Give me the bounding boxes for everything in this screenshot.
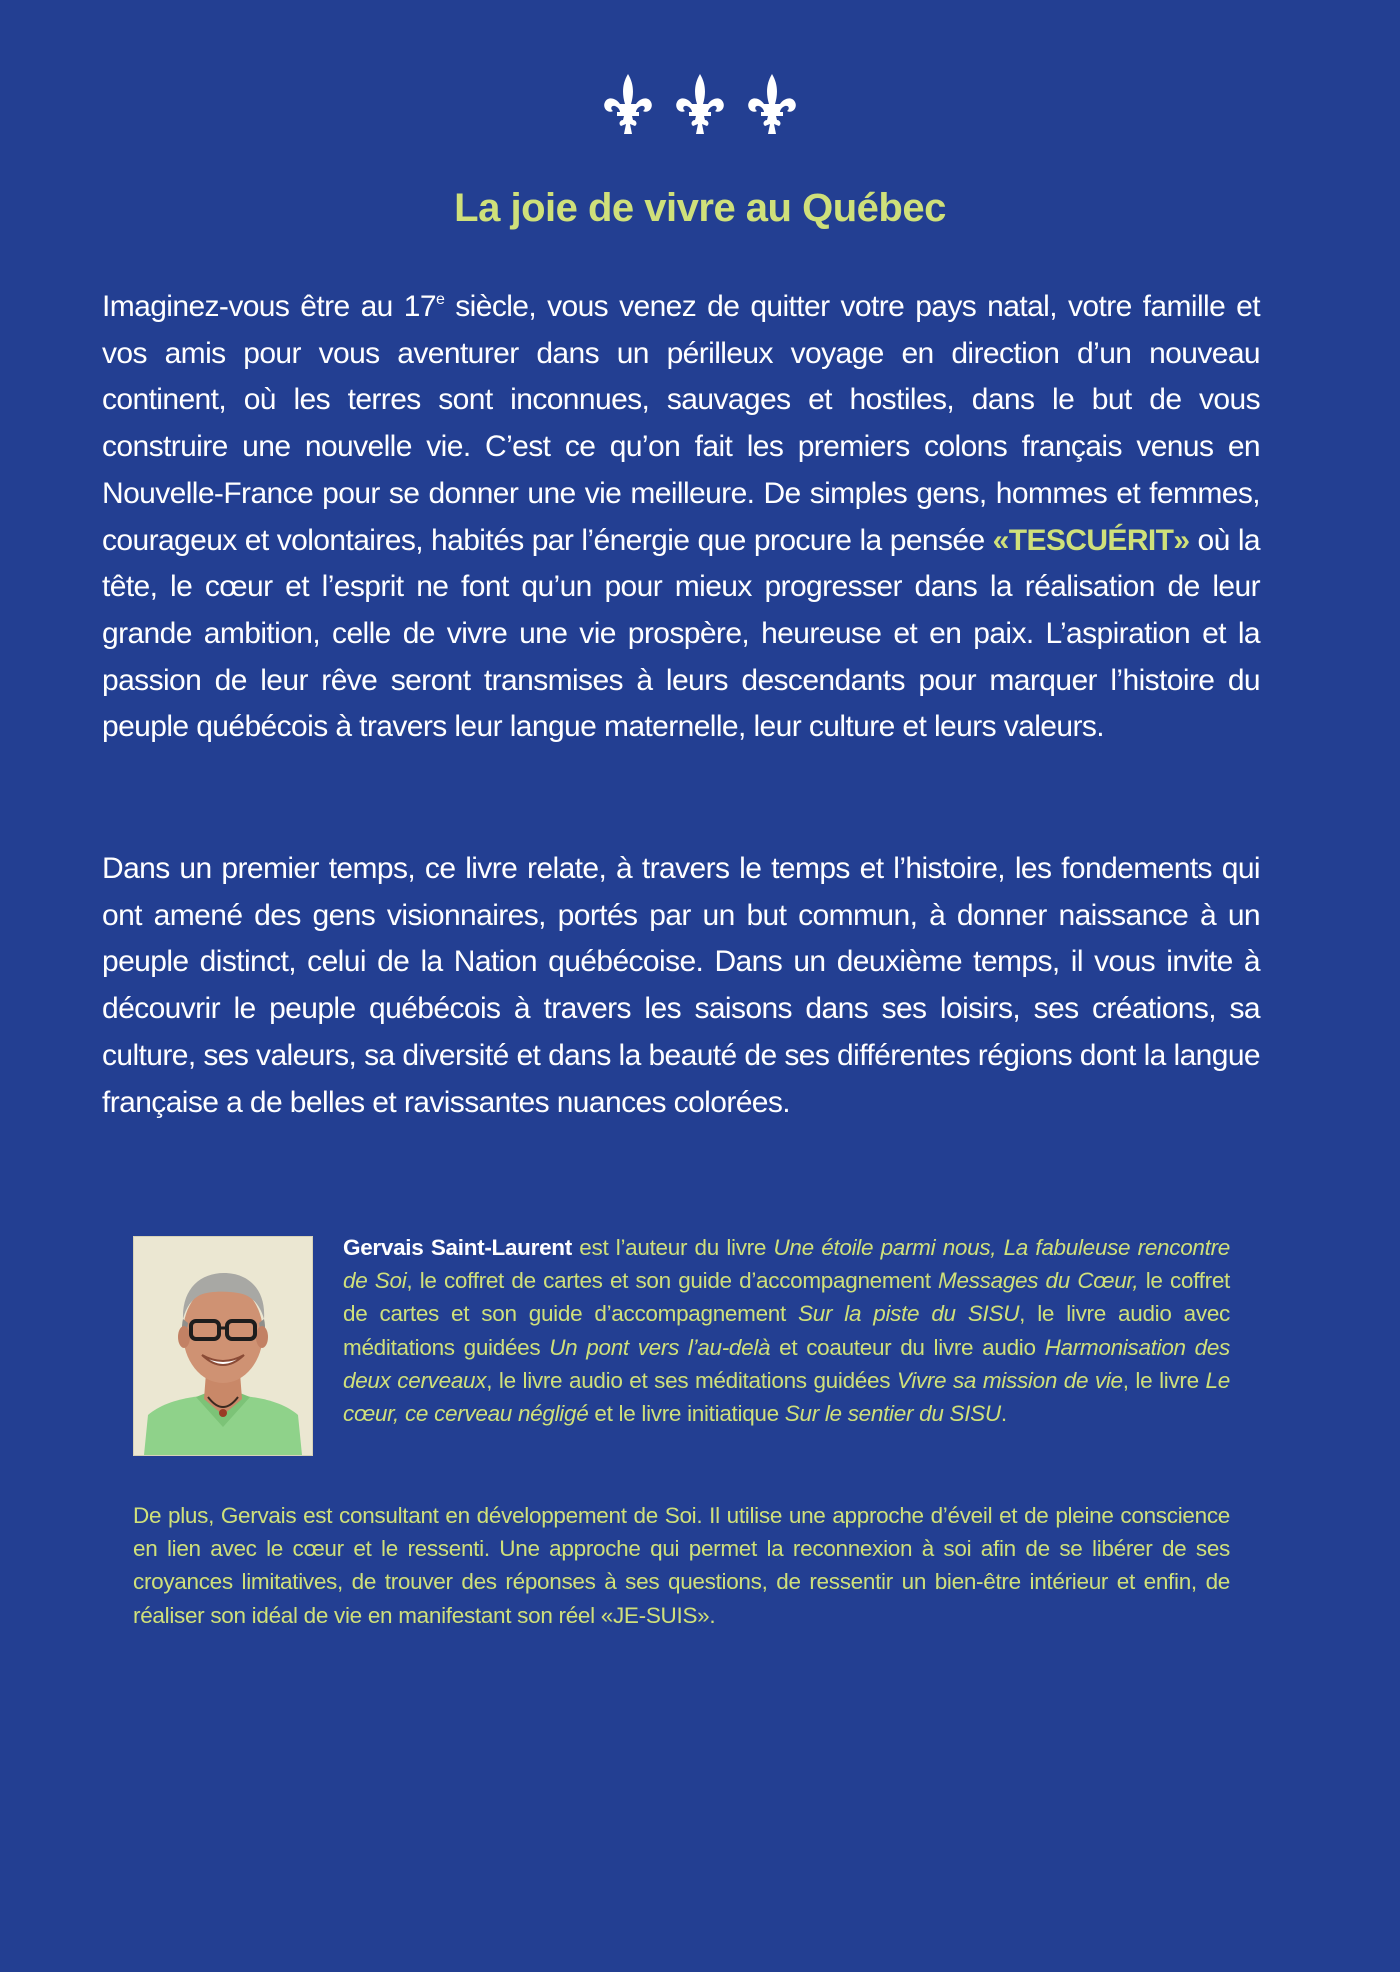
fleur-de-lis-row <box>0 72 1400 142</box>
intro-text-part2: siècle, vous venez de quitter votre pays natal, votre famille et vos amis pour vous aventurer dans un périlleux voyage en direction d’un nouveau continent, où les terres sont inconnues, sauvages et hostiles, dans le but de vous construire une nouvelle vie. C’est ce qu’on fait les premiers colons français venus en Nouvelle-France pour se donner une vie meilleure. De simples gens, hommes et femmes, courageux et volontaires, habités par l’énergie que procure la pensée <box>102 290 1260 557</box>
intro-text-part1: Imaginez-vous être au 17 <box>102 290 436 323</box>
fleur-de-lis-icon <box>744 72 800 136</box>
book-title: Harmonisation des deux cerveaux <box>343 1334 1230 1393</box>
book-title: Le cœur, ce cerveau négligé <box>343 1367 1230 1427</box>
intro-text-part3: où la tête, le cœur et l’esprit ne font qu’un pour mieux progresser dans la réalisation de leur grande ambition, celle de vivre une vie prospère, heureuse et en paix. L’aspiration et la passion de leur rêve seront transmises à leurs descendants pour marquer l’histoire du peuple québécois à travers leur langue maternelle, leur culture et leurs valeurs. <box>102 523 1260 744</box>
summary-paragraph: Dans un premier temps, ce livre relate, à travers le temps et l’histoire, les fondements qui ont amené des gens visionnaires, portés par un but commun, à donner naissance à un peuple distinct, celui de la Nation québécoise. Dans un deuxième temps, il vous invite à découvrir le peuple québécois à travers les saisons dans ses loisirs, ses créations, sa culture, ses valeurs, sa diversité et dans la beauté de ses différentes régions dont la langue française a de belles et ravissantes nuances colorées. <box>102 852 1260 1119</box>
bio-segment: , le livre audio et ses méditations guidées <box>486 1367 897 1393</box>
bio-segment: le coffret de cartes et son guide d’accompagnement <box>343 1268 1230 1327</box>
tescuerit-highlight: «TESCUÉRIT» <box>992 523 1190 557</box>
century-superscript: e <box>435 291 445 308</box>
bio-segment: est l’auteur du livre <box>571 1235 774 1260</box>
book-title: Sur la piste du SISU <box>798 1301 1020 1327</box>
fleur-de-lis-icon <box>672 72 728 136</box>
author-photo <box>133 1236 313 1456</box>
intro-paragraph <box>102 284 1260 751</box>
book-title: Messages du Cœur, <box>938 1268 1139 1294</box>
author-consulting-paragraph: De plus, Gervais est consultant en développement de Soi. Il utilise une approche d’éveil et de pleine conscience en lien avec le cœur et le ressenti. Une approche qui permet la reconnexion à soi afin de se libérer de ses croyances limitatives, de trouver des réponses à ses questions, de ressentir un bien-être intérieur et enfin, de réaliser son idéal de vie en manifestant son réel «JE-SUIS». <box>133 1503 1230 1628</box>
bio-segment: et coauteur du livre audio <box>770 1334 1045 1360</box>
bio-segment: , le livre <box>1122 1367 1206 1393</box>
bio-segment: et le livre initiatique <box>588 1401 785 1427</box>
fleur-de-lis-icon <box>600 72 656 136</box>
page-title: La joie de vivre au Québec <box>454 186 946 230</box>
book-title: Sur le sentier du SISU <box>784 1401 1001 1427</box>
bio-segment: . <box>1000 1401 1007 1427</box>
author-name: Gervais Saint-Laurent <box>343 1235 572 1260</box>
book-title: Un pont vers l’au-delà <box>549 1334 771 1360</box>
book-title: Vivre sa mission de vie <box>896 1367 1123 1393</box>
bio-segment: , le livre audio avec méditations guidées <box>343 1301 1230 1360</box>
bio-segment: , le coffret de cartes et son guide d’accompagnement <box>406 1268 939 1294</box>
author-bio <box>343 1231 1230 1430</box>
book-title: Une étoile parmi nous, La fabuleuse rencontre de Soi <box>343 1235 1230 1294</box>
